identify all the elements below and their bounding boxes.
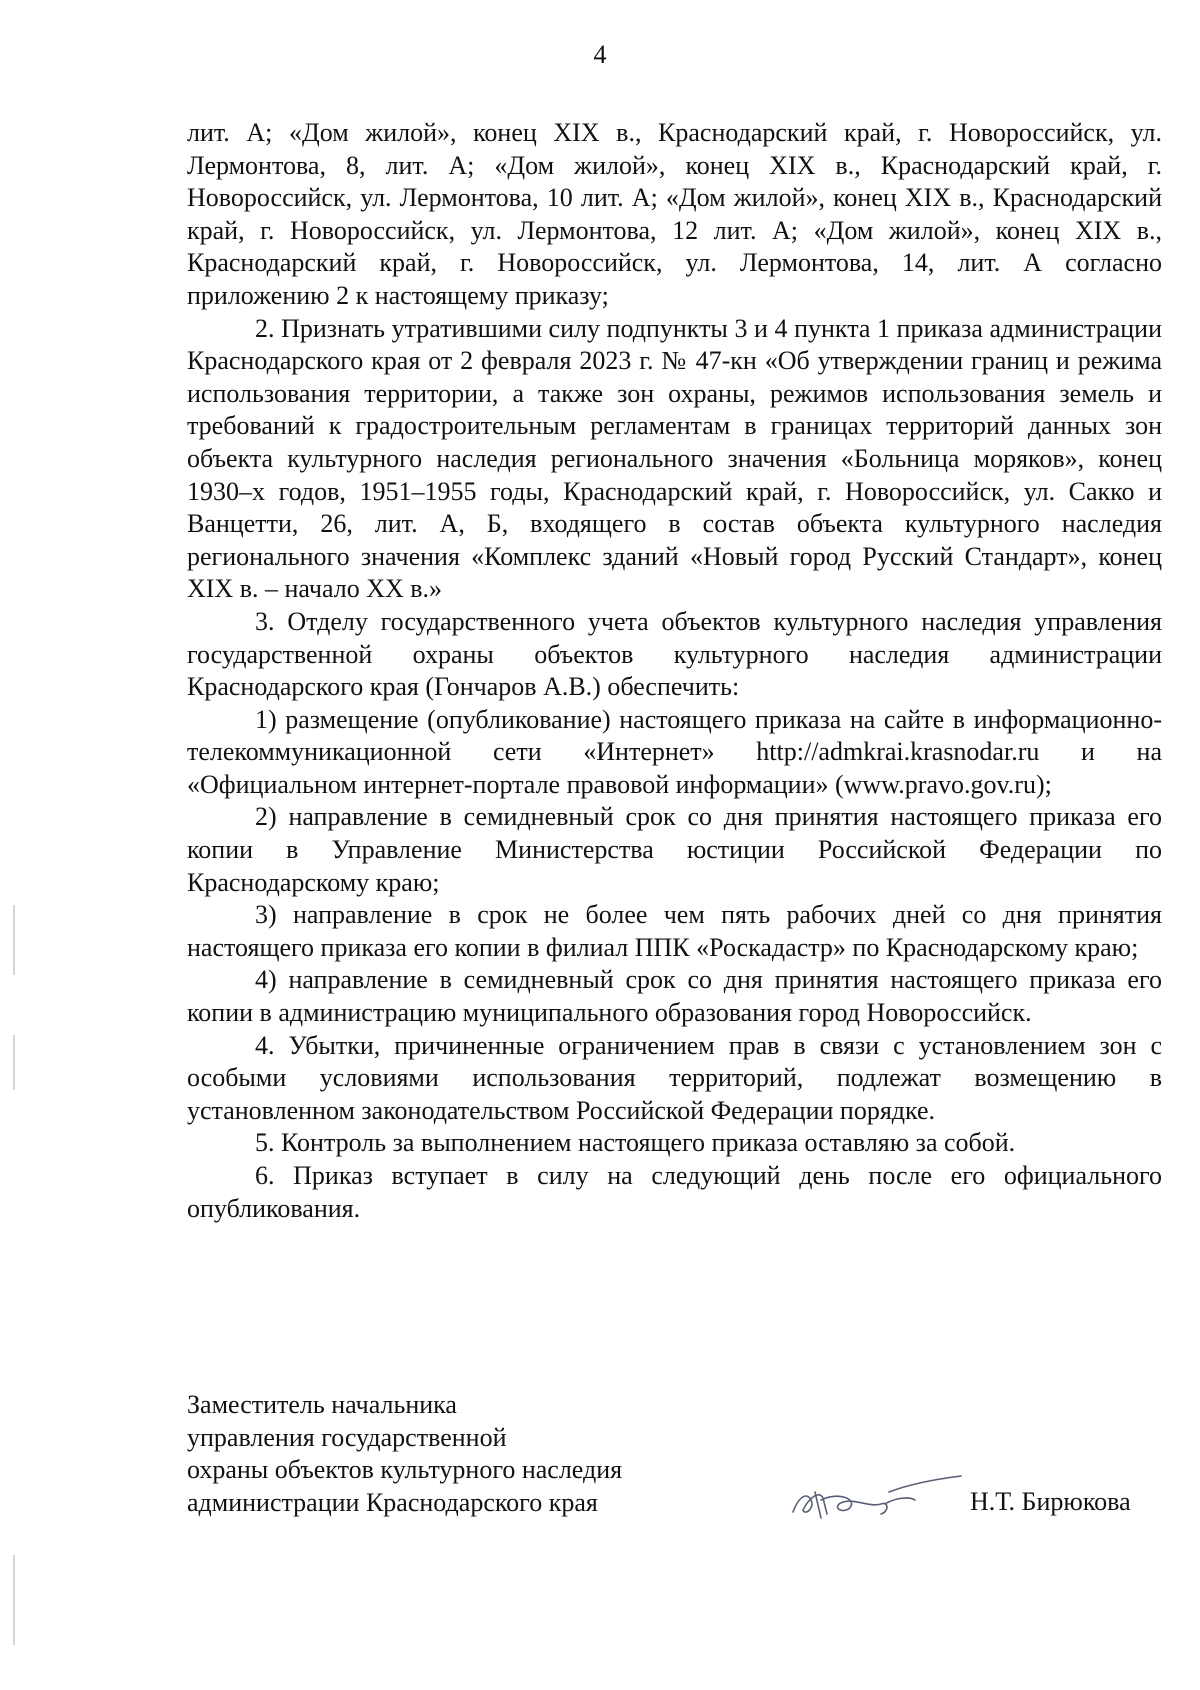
paragraph-item-5: 5. Контроль за выполнением настоящего приказа оставляю за собой. <box>255 1128 1016 1158</box>
page-number: 4 <box>593 40 607 69</box>
position-line: охраны объектов культурного наследия <box>187 1455 623 1485</box>
subparagraph-1: 1) размещение (опубликование) настоящего приказа на сайте в информационно-телекоммуникационной сети «Интернет» http://admkrai.krasnodar.ru и на «Официальном интернет-портале правовой информации» (www.pravo.gov.ru); <box>187 704 1162 799</box>
paragraph-item-3: 3. Отделу государственного учета объектов культурного наследия управления государственной охраны объектов культурного наследия администрации Краснодарского края (Гончаров А.В.) обеспечить: <box>187 606 1162 702</box>
scan-artifact <box>13 1555 15 1645</box>
signer-name: Н.Т. Бирюкова <box>970 1487 1131 1516</box>
scan-artifact <box>13 905 15 975</box>
scan-artifact <box>13 1035 15 1090</box>
subparagraph-4: 4) направление в семидневный срок со дня принятия настоящего приказа его копии в администрацию муниципального образования город Новороссийск. <box>187 965 1162 1028</box>
subparagraph-3: 3) направление в срок не более чем пять рабочих дней со дня принятия настоящего приказа его копии в филиал ППК «Роскадастр» по Краснодарскому краю; <box>187 900 1162 962</box>
paragraph-item-2: 2. Признать утратившими силу подпункты 3 и 4 пункта 1 приказа администрации Краснодарского края от 2 февраля 2023 г. № 47-кн «Об утверждении границ и режима использования территории, а также зон охраны, режимов использования земель и требований к градостроительным регламентам в границах территорий данных зон объекта культурного наследия регионального значения «Больница моряков», конец 1930–х годов, 1951–1955 годы, Краснодарский край, г. Новороссийск, ул. Сакко и Ванцетти, 26, лит. А, Б, входящего в состав объекта культурного наследия регионального значения «Комплекс зданий «Новый город Русский Стандарт», конец XIX в. – начало XX в.» <box>187 313 1162 604</box>
paragraph-item-4: 4. Убытки, причиненные ограничением прав в связи с установлением зон с особыми условиями использования территорий, подлежат возмещению в установленном законодательством Российской Федерации порядке. <box>187 1030 1162 1125</box>
document-body <box>187 117 1162 1225</box>
subparagraph-2: 2) направление в семидневный срок со дня принятия настоящего приказа его копии в Управление Министерства юстиции Российской Федерации по Краснодарскому краю; <box>187 802 1162 897</box>
position-line: администрации Краснодарского края <box>187 1487 598 1517</box>
paragraph-item-6: 6. Приказ вступает в силу на следующий день после его официального опубликования. <box>187 1161 1162 1223</box>
position-line: управления государственной <box>187 1422 507 1452</box>
handwritten-signature <box>785 1448 965 1528</box>
paragraph-continuation: лит. А; «Дом жилой», конец XIX в., Краснодарский край, г. Новороссийск, ул. Лермонтова, 8, лит. А; «Дом жилой», конец XIX в., Краснодарский край, г. Новороссийск, ул. Лермонтова, 10 лит. А; «Дом жилой», конец XIX в., Краснодарский край, г. Новороссийск, ул. Лермонтова, 12 лит. А; «Дом жилой», конец XIX в., Краснодарский край, г. Новороссийск, ул. Лермонтова, 14, лит. А согласно приложению 2 к настоящему приказу; <box>187 118 1162 310</box>
signatory-position <box>187 1389 747 1519</box>
position-line: Заместитель начальника <box>187 1390 457 1419</box>
